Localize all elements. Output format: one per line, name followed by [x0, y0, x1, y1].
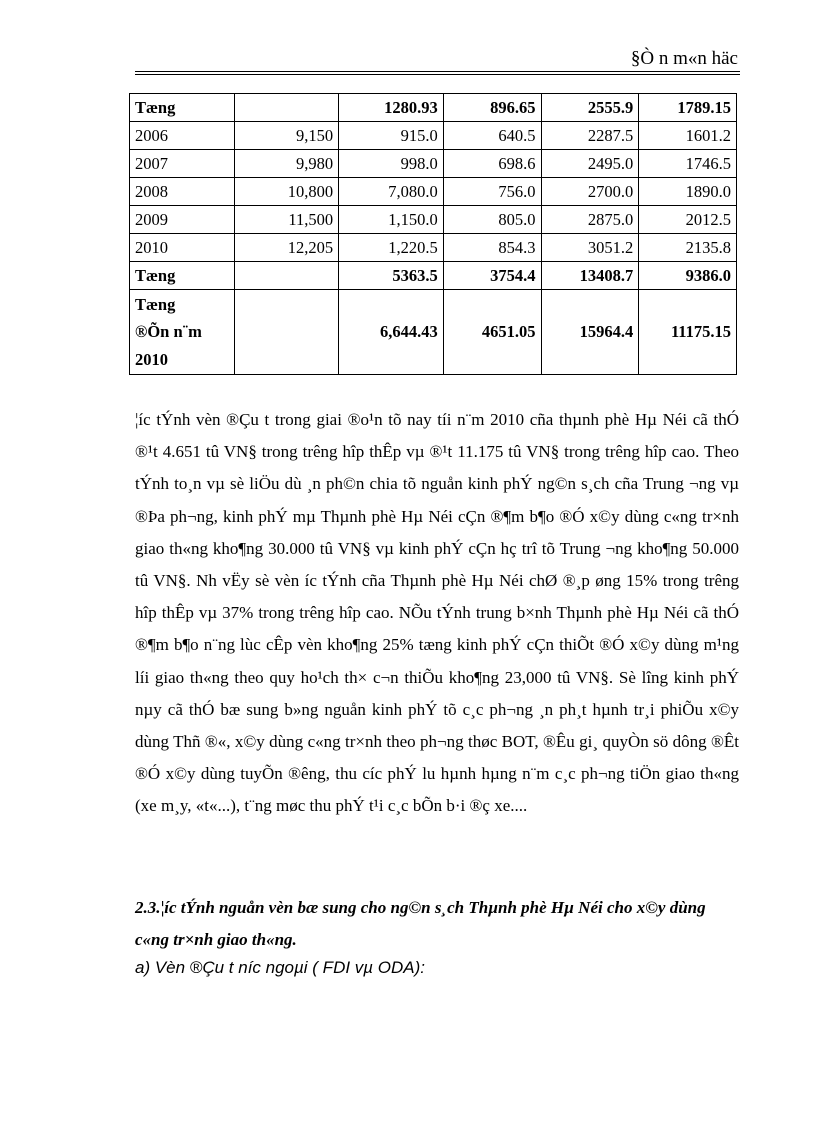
subsection-heading: a) Vèn ®Çu t níc ngoµi ( FDI vµ ODA): — [135, 958, 426, 977]
table-cell: 2875.0 — [541, 206, 639, 234]
table-cell: 1789.15 — [639, 94, 737, 122]
header-rule-bottom — [135, 74, 740, 75]
table-cell: 1746.5 — [639, 150, 737, 178]
header-rule-top — [135, 71, 740, 72]
table-cell — [234, 290, 339, 375]
table-cell: 7,080.0 — [339, 178, 444, 206]
table-row — [130, 262, 737, 290]
table-cell: 2287.5 — [541, 122, 639, 150]
table-row — [130, 290, 737, 375]
investment-table — [129, 93, 737, 375]
table-cell: 1280.93 — [339, 94, 444, 122]
table-cell: 854.3 — [443, 234, 541, 262]
table-cell: 896.65 — [443, 94, 541, 122]
table-cell: 6,644.43 — [339, 290, 444, 375]
table-cell: 5363.5 — [339, 262, 444, 290]
table-cell: 12,205 — [234, 234, 339, 262]
investment-table-body — [130, 94, 737, 375]
table-cell: 10,800 — [234, 178, 339, 206]
table-cell: 2135.8 — [639, 234, 737, 262]
table-cell: 640.5 — [443, 122, 541, 150]
table-cell: 2009 — [130, 206, 235, 234]
table-cell: 2006 — [130, 122, 235, 150]
table-row — [130, 94, 737, 122]
table-cell: 11,500 — [234, 206, 339, 234]
table-row — [130, 234, 737, 262]
table-cell — [234, 94, 339, 122]
table-cell: 9,150 — [234, 122, 339, 150]
table-cell: 2007 — [130, 150, 235, 178]
table-row — [130, 122, 737, 150]
table-cell: 13408.7 — [541, 262, 639, 290]
table-cell: 2008 — [130, 178, 235, 206]
table-cell: 2495.0 — [541, 150, 639, 178]
table-cell: 11175.15 — [639, 290, 737, 375]
table-cell: 1,150.0 — [339, 206, 444, 234]
table-row — [130, 150, 737, 178]
table-cell: 2700.0 — [541, 178, 639, 206]
table-cell: 4651.05 — [443, 290, 541, 375]
table-cell — [234, 262, 339, 290]
table-cell: 9,980 — [234, 150, 339, 178]
table-cell: 756.0 — [443, 178, 541, 206]
table-cell: 1890.0 — [639, 178, 737, 206]
table-cell: 3754.4 — [443, 262, 541, 290]
table-cell: 3051.2 — [541, 234, 639, 262]
table-cell: 1,220.5 — [339, 234, 444, 262]
table-cell: 1601.2 — [639, 122, 737, 150]
page-header-title: §Ò n m«n häc — [630, 48, 738, 69]
table-cell: 2010 — [130, 234, 235, 262]
table-cell: 915.0 — [339, 122, 444, 150]
table-cell: 998.0 — [339, 150, 444, 178]
table-cell: 9386.0 — [639, 262, 737, 290]
table-row — [130, 178, 737, 206]
section-heading: 2.3.¦íc tÝnh nguån vèn bæ sung cho ng©n s¸ch Thµnh phè Hµ Néi cho x©y dùng c«ng tr×nh giao th«ng. — [135, 898, 706, 949]
table-cell: Tæng — [130, 94, 235, 122]
table-cell: 2012.5 — [639, 206, 737, 234]
table-cell: 805.0 — [443, 206, 541, 234]
table-cell: Tæng ®Õn n¨m 2010 — [130, 290, 235, 375]
table-cell: 2555.9 — [541, 94, 639, 122]
table-cell: 15964.4 — [541, 290, 639, 375]
table-cell: Tæng — [130, 262, 235, 290]
body-paragraph: ¦íc tÝnh vèn ®Çu t trong giai ®o¹n tõ nay tíi n¨m 2010 cña thµnh phè Hµ Néi cã thÓ ®¹t 4.651 tû VN§ trong trêng hîp thÊp vµ ®¹t 11.175 tû VN§ trong trêng hîp cao. Theo tÝnh to¸n vµ sè liÖu dù ¸n ph©n chia tõ nguån kinh phÝ ng©n s¸ch cña Trung ¬ng vµ ®Þa ph¬ng, kinh phÝ mµ Thµnh phè Hµ Néi cÇn ®¶m b¶o ®Ó x©y dùng c«ng tr×nh giao th«ng kho¶ng 30.000 tû VN§ vµ kinh phÝ cÇn hç trî tõ Trung ¬ng kho¶ng 50.000 tû VN§. Nh vËy sè vèn íc tÝnh cña Thµnh phè Hµ Néi chØ ®¸p øng 15% trong trêng hîp thÊp vµ 37% trong trêng hîp cao. NÕu tÝnh trung b×nh Thµnh phè Hµ Néi cã thÓ ®¶m b¶o n¨ng lùc cÊp vèn kho¶ng 25% tæng kinh phÝ cÇn thiÕt ®Ó x©y dùng m¹ng líi giao th«ng theo quy ho¹ch th× c¬n thiÕu kho¶ng 23,000 tû VN§. Sè lîng kinh phÝ nµy cã thÓ bæ sung b»ng nguån kinh phÝ tõ c¸c ph¬ng ¸n ph¸t hµnh tr¸i phiÕu x©y dùng Thñ ®«, x©y dùng c«ng tr×nh theo ph¬ng thøc BOT, ®Êu gi¸ quyÒn sö dông ®Êt ®Ó x©y dùng tuyÕn ®êng, thu cíc phÝ lu hµnh hµng n¨m c¸c ph¬ng tiÖn giao th«ng (xe m¸y, «t«...), t¨ng møc thu phÝ t¹i c¸c bÕn b·i ®ç xe.... — [135, 410, 739, 816]
table-cell: 698.6 — [443, 150, 541, 178]
table-row — [130, 206, 737, 234]
